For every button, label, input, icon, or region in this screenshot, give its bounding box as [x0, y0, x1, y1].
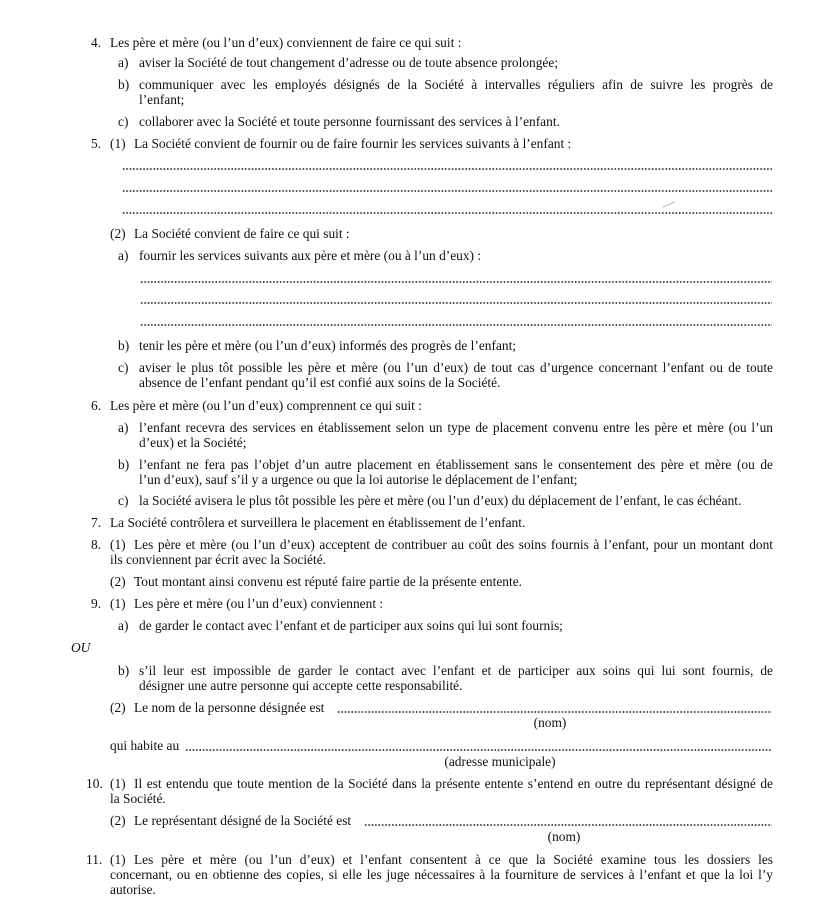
municipal-address-field[interactable]: [185, 749, 772, 751]
section-6-item-b-line2: l’un d’eux), sauf s’il y a urgence ou que la loi autorise le déplacement de l’enfant;: [139, 472, 578, 487]
section-5-item-c-line2: absence de l’enfant pendant qu’il est confié aux soins de la Société.: [139, 375, 501, 390]
section-6-number: 6.: [91, 398, 102, 413]
section-11-paragraph-1-line1: Les père et mère (ou l’un d’eux) et l’enfant consentent à ce que la Société examine tous les dossiers les: [134, 852, 773, 867]
item-label: b): [118, 663, 130, 678]
section-9-item-b-line2: désigner une autre personne qui accepte cette responsabilité.: [139, 678, 463, 693]
section-5-number: 5.: [91, 136, 102, 151]
item-label: b): [118, 457, 130, 472]
parent-services-fill-line-3[interactable]: [140, 324, 772, 326]
paragraph-label: (2): [110, 700, 126, 715]
section-4-item-b-line1: communiquer avec les employés désignés de la Société à intervalles réguliers afin de suivre les progrès de: [139, 77, 773, 92]
parent-services-fill-line-2[interactable]: [140, 302, 772, 304]
section-8-paragraph-1-line2: ils conviennent par écrit avec la Société.: [110, 552, 327, 567]
paragraph-label: (1): [110, 596, 126, 611]
section-6-item-a-line2: d’eux) et la Société;: [139, 435, 247, 450]
designated-representative-label: Le représentant désigné de la Société est: [134, 813, 352, 828]
section-6-item-b-line1: l’enfant ne fera pas l’objet d’un autre placement en établissement sans le consentement des père et mère (ou de: [139, 457, 773, 472]
name-caption: (nom): [533, 715, 567, 730]
item-label: c): [118, 114, 129, 129]
section-6-item-c: la Société avisera le plus tôt possible les père et mère (ou l’un d’eux) du déplacement de l’enfant, le cas échéant.: [139, 493, 742, 508]
section-9-item-b-line1: s’il leur est impossible de garder le contact avec l’enfant et de participer aux soins qui lui sont fournis, de: [139, 663, 773, 678]
item-label: c): [118, 360, 129, 375]
section-5-item-b: tenir les père et mère (ou l’un d’eux) informés des progrès de l’enfant;: [139, 338, 517, 353]
designated-representative-name-field[interactable]: [364, 824, 772, 826]
paragraph-label: (2): [110, 226, 126, 241]
section-8-paragraph-2: Tout montant ainsi convenu est réputé faire partie de la présente entente.: [134, 574, 522, 589]
section-10-paragraph-1-line1: Il est entendu que toute mention de la Société dans la présente entente s’entend en outre du représentant désigné de: [134, 776, 773, 791]
section-5-paragraph-2: La Société convient de faire ce qui suit :: [134, 226, 350, 241]
paragraph-label: (2): [110, 813, 126, 828]
or-separator: OU: [71, 640, 91, 655]
services-fill-line-1[interactable]: [122, 168, 772, 170]
section-11-number: 11.: [86, 852, 103, 867]
section-11-paragraph-1-line2: concernant, ou en obtienne des copies, si elle les juge nécessaires à la fourniture de services à l’enfant et que la loi l’y: [110, 867, 773, 882]
section-4-text: Les père et mère (ou l’un d’eux) conviennent de faire ce qui suit :: [110, 35, 462, 50]
item-label: b): [118, 338, 130, 353]
section-5-paragraph-1: La Société convient de fournir ou de faire fournir les services suivants à l’enfant :: [134, 136, 572, 151]
item-label: a): [118, 248, 129, 263]
section-4-number: 4.: [91, 35, 102, 50]
paragraph-label: (1): [110, 136, 126, 151]
section-9-item-a: de garder le contact avec l’enfant et de participer aux soins qui lui sont fournis;: [139, 618, 563, 633]
item-label: a): [118, 55, 129, 70]
paragraph-label: (2): [110, 574, 126, 589]
section-9-paragraph-1: Les père et mère (ou l’un d’eux) conviennent :: [134, 596, 384, 611]
section-8-number: 8.: [91, 537, 102, 552]
section-4-item-b-line2: l’enfant;: [139, 92, 185, 107]
section-10-number: 10.: [86, 776, 103, 791]
paragraph-label: (1): [110, 537, 126, 552]
services-fill-line-3[interactable]: [122, 212, 772, 214]
section-10-paragraph-1-line2: la Société.: [110, 791, 166, 806]
item-label: c): [118, 493, 129, 508]
paragraph-label: (1): [110, 776, 126, 791]
designated-person-name-field[interactable]: [337, 711, 772, 713]
paragraph-label: (1): [110, 852, 126, 867]
representative-name-caption: (nom): [547, 829, 581, 844]
section-7-text: La Société contrôlera et surveillera le placement en établissement de l’enfant.: [110, 515, 526, 530]
parent-services-fill-line-1[interactable]: [140, 281, 772, 283]
section-7-number: 7.: [91, 515, 102, 530]
section-8-paragraph-1-line1: Les père et mère (ou l’un d’eux) acceptent de contribuer au coût des soins fournis à l’enfant, pour un montant dont: [134, 537, 773, 552]
item-label: b): [118, 77, 130, 92]
item-label: a): [118, 618, 129, 633]
section-9-number: 9.: [91, 596, 102, 611]
section-6-text: Les père et mère (ou l’un d’eux) comprennent ce qui suit :: [110, 398, 422, 413]
address-caption: (adresse municipale): [444, 754, 556, 769]
section-4-item-a: aviser la Société de tout changement d’adresse ou de toute absence prolongée;: [139, 55, 559, 70]
item-label: a): [118, 420, 129, 435]
services-fill-line-2[interactable]: [122, 190, 772, 192]
section-6-item-a-line1: l’enfant recevra des services en établissement selon un type de placement convenu entre les père et mère (ou l’un: [139, 420, 773, 435]
designated-person-label: Le nom de la personne désignée est: [134, 700, 325, 715]
section-4-item-c: collaborer avec la Société et toute personne fournissant des services à l’enfant.: [139, 114, 560, 129]
section-5-item-a: fournir les services suivants aux père et mère (ou à l’un d’eux) :: [139, 248, 482, 263]
section-11-paragraph-1-line3: autorise.: [110, 882, 156, 897]
scan-mark: [662, 201, 675, 208]
section-5-item-c-line1: aviser le plus tôt possible les père et mère (ou l’un d’eux) de tout cas d’urgence concernant l’enfant ou de toute: [139, 360, 773, 375]
residence-label: qui habite au: [110, 738, 180, 753]
